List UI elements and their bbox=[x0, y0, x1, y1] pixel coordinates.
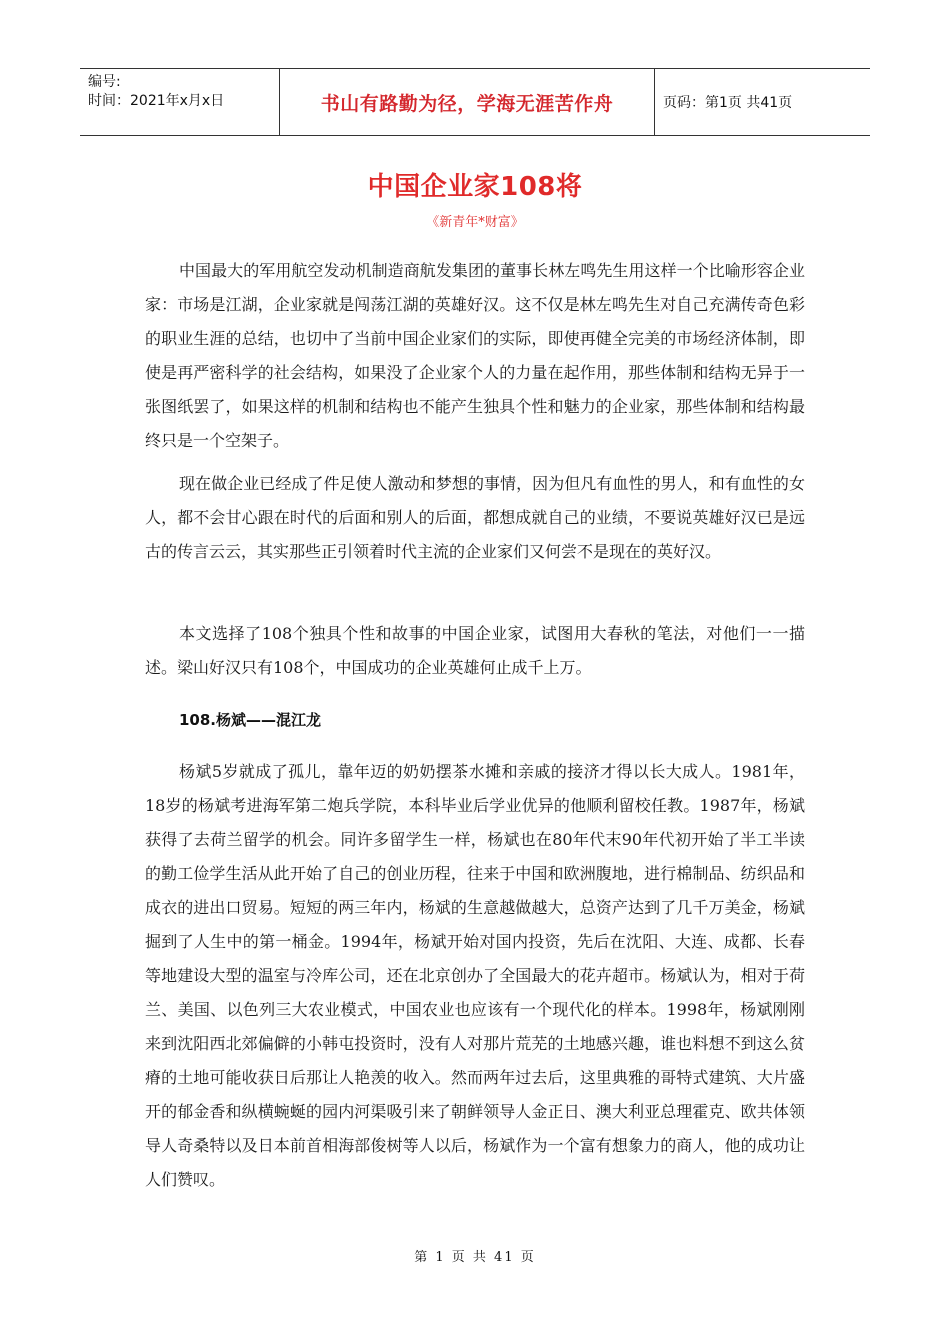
paragraph-text: 现在做企业已经成了件足使人激动和梦想的事情，因为但凡有血性的男人，和有血性的女人，都不会甘心跟在时代的后面和别人的后面，都想成就自己的业绩，不要说英雄好汉已是远古的传言云云，其实那些正引领着时代主流的企业家们又何尝不是现在的英好汉。 bbox=[145, 474, 805, 561]
paragraph-text: 中国最大的军用航空发动机制造商航发集团的董事长林左鸣先生用这样一个比喻形容企业家：市场是江湖，企业家就是闯荡江湖的英雄好汉。这不仅是林左鸣先生对自己充满传奇色彩的职业生涯的总结，也切中了当前中国企业家们的实际，即使再健全完美的市场经济体制，即使是再严密科学的社会结构，如果没了企业家个人的力量在起作用，那些体制和结构无异于一张图纸罢了，如果这样的机制和结构也不能产生独具个性和魅力的企业家，那些体制和结构最终只是一个空架子。 bbox=[145, 261, 805, 450]
article-source: 《新青年*财富》 bbox=[426, 215, 524, 230]
intro-paragraph-1 bbox=[145, 254, 805, 458]
section-heading: 108.杨斌——混江龙 bbox=[179, 711, 322, 729]
page-footer: 第 1 页 共 41 页 bbox=[414, 1250, 536, 1265]
intro-paragraph-3 bbox=[145, 617, 805, 685]
section-paragraph bbox=[145, 755, 805, 1197]
code-label: 编号: bbox=[88, 74, 121, 90]
time-label: 时间：2021年x月x日 bbox=[88, 93, 225, 109]
header-motto: 书山有路勤为径，学海无涯苦作舟 bbox=[280, 69, 655, 135]
page-header bbox=[80, 68, 870, 136]
article-title: 中国企业家108将 bbox=[367, 172, 583, 202]
paragraph-text: 杨斌5岁就成了孤儿，靠年迈的奶奶摆茶水摊和亲戚的接济才得以长大成人。1981年，18岁的杨斌考进海军第二炮兵学院，本科毕业后学业优异的他顺利留校任教。1987年，杨斌获得了去荷兰留学的机会。同许多留学生一样，杨斌也在80年代末90年代初开始了半工半读的勤工俭学生活从此开始了自己的创业历程，往来于中国和欧洲腹地，进行棉制品、纺织品和成衣的进出口贸易。短短的两三年内，杨斌的生意越做越大，总资产达到了几千万美金，杨斌掘到了人生中的第一桶金。1994年，杨斌开始对国内投资，先后在沈阳、大连、成都、长春等地建设大型的温室与冷库公司，还在北京创办了全国最大的花卉超市。杨斌认为，相对于荷兰、美国、以色列三大农业模式，中国农业也应该有一个现代化的样本。1998年，杨斌刚刚来到沈阳西北郊偏僻的小韩屯投资时，没有人对那片荒芜的土地感兴趣，谁也料想不到这么贫瘠的土地可能收获日后那让人艳羡的收入。然而两年过去后，这里典雅的哥特式建筑、大片盛开的郁金香和纵横蜿蜒的园内河渠吸引来了朝鲜领导人金正日、澳大利亚总理霍克、欧共体领导人奇桑特以及日本前首相海部俊树等人以后，杨斌作为一个富有想象力的商人，他的成功让人们赞叹。 bbox=[145, 762, 805, 1189]
header-meta bbox=[80, 69, 280, 135]
header-page-info: 页码：第1页 共41页 bbox=[663, 95, 793, 111]
intro-paragraph-2 bbox=[145, 467, 805, 569]
paragraph-text: 本文选择了108个独具个性和故事的中国企业家，试图用大春秋的笔法，对他们一一描述。梁山好汉只有108个，中国成功的企业英雄何止成千上万。 bbox=[145, 624, 805, 677]
